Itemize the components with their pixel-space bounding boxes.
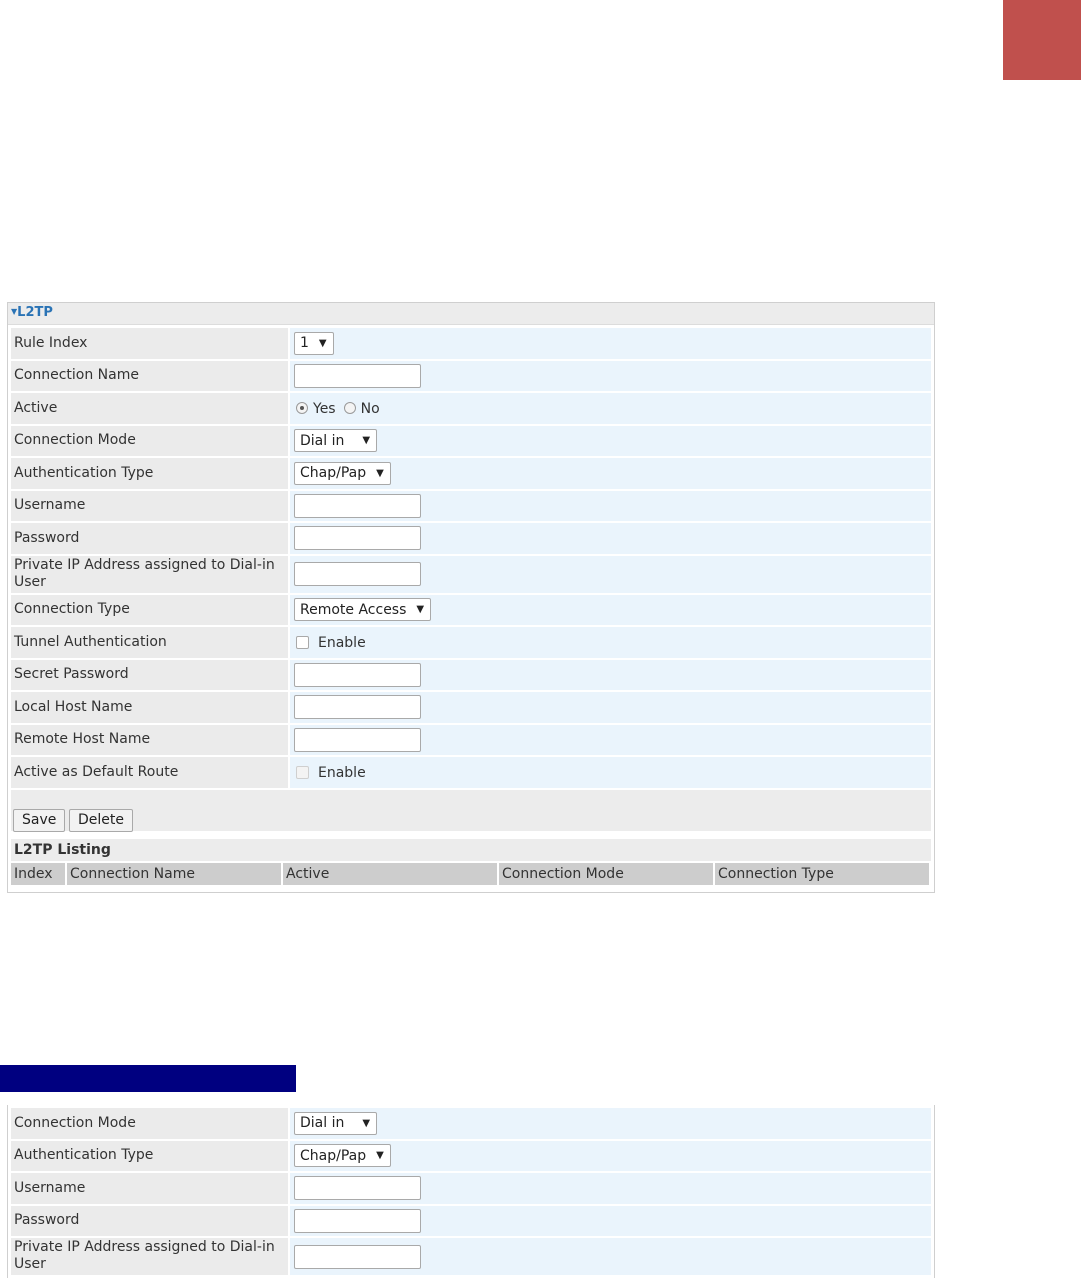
row-local-host-name [11, 692, 931, 723]
password-label: Password [11, 1206, 288, 1237]
connection-type-label: Connection Type [11, 595, 288, 626]
connection-type-value: Remote Access [300, 601, 407, 618]
panel-header[interactable] [8, 303, 934, 325]
panel-title: L2TP [17, 305, 53, 320]
row-username [11, 1173, 931, 1204]
active-yes-label: Yes [313, 401, 336, 418]
dropdown-arrow-icon: ▼ [362, 1117, 371, 1129]
row-username [11, 491, 931, 522]
username-label: Username [11, 491, 288, 522]
tunnel-authentication-option: Enable [318, 635, 366, 652]
dropdown-arrow-icon: ▼ [376, 1150, 384, 1162]
dropdown-arrow-icon: ▼ [416, 604, 425, 616]
authentication-type-select[interactable] [294, 462, 391, 485]
username-input[interactable] [294, 1176, 421, 1200]
authentication-type-label: Authentication Type [11, 458, 288, 489]
secret-password-input[interactable] [294, 663, 421, 687]
row-password [11, 523, 931, 554]
second-panel [7, 1105, 935, 1278]
rule-index-value: 1 [300, 335, 309, 352]
active-yes-radio[interactable] [296, 402, 308, 414]
row-active [11, 393, 931, 424]
row-connection-name [11, 361, 931, 392]
row-remote-host-name [11, 725, 931, 756]
listing-header-row [11, 863, 931, 885]
default-route-label: Active as Default Route [11, 757, 288, 788]
rule-index-select[interactable] [294, 332, 334, 355]
username-label: Username [11, 1173, 288, 1204]
listing-column-header: Connection Mode [499, 863, 713, 885]
remote-host-name-label: Remote Host Name [11, 725, 288, 756]
active-no-radio[interactable] [344, 402, 356, 414]
save-button[interactable]: Save [13, 809, 65, 832]
tunnel-authentication-checkbox[interactable] [296, 636, 309, 649]
corner-decoration [1003, 0, 1081, 80]
listing-column-header: Index [11, 863, 65, 885]
listing-title: L2TP Listing [11, 839, 931, 861]
active-no-label: No [360, 401, 380, 418]
authentication-type-value: Chap/Pap [300, 465, 367, 482]
authentication-type-value: Chap/Pap [300, 1147, 367, 1164]
row-private-ip [11, 1238, 931, 1275]
authentication-type-select[interactable] [294, 1144, 391, 1167]
row-connection-type [11, 595, 931, 626]
connection-name-input[interactable] [294, 364, 421, 388]
row-connection-mode [11, 426, 931, 457]
row-tunnel-authentication [11, 627, 931, 658]
row-connection-mode [11, 1108, 931, 1139]
active-label: Active [11, 393, 288, 424]
delete-button[interactable]: Delete [69, 809, 133, 832]
listing-column-header: Connection Name [67, 863, 281, 885]
password-input[interactable] [294, 526, 421, 550]
connection-mode-select[interactable] [294, 1112, 377, 1135]
connection-type-select[interactable] [294, 598, 431, 621]
row-authentication-type [11, 1141, 931, 1172]
button-bar [11, 790, 931, 831]
listing-column-header: Connection Type [715, 863, 929, 885]
local-host-name-label: Local Host Name [11, 692, 288, 723]
private-ip-input[interactable] [294, 1245, 421, 1269]
private-ip-input[interactable] [294, 562, 421, 586]
row-private-ip [11, 556, 931, 593]
remote-host-name-input[interactable] [294, 728, 421, 752]
connection-mode-label: Connection Mode [11, 426, 288, 457]
row-rule-index [11, 328, 931, 359]
connection-mode-label: Connection Mode [11, 1108, 288, 1139]
private-ip-label: Private IP Address assigned to Dial-in User [11, 556, 288, 593]
collapse-triangle-icon[interactable]: ▼ [11, 307, 18, 316]
connection-mode-value: Dial in [300, 432, 345, 449]
dropdown-arrow-icon: ▼ [376, 467, 384, 479]
row-password [11, 1206, 931, 1237]
default-route-option: Enable [318, 765, 366, 782]
tunnel-authentication-label: Tunnel Authentication [11, 627, 288, 658]
password-label: Password [11, 523, 288, 554]
row-authentication-type [11, 458, 931, 489]
username-input[interactable] [294, 494, 421, 518]
l2tp-panel [7, 302, 935, 893]
password-input[interactable] [294, 1209, 421, 1233]
connection-mode-select[interactable] [294, 429, 377, 452]
private-ip-label: Private IP Address assigned to Dial-in User [11, 1238, 288, 1275]
row-default-route [11, 757, 931, 788]
default-route-checkbox[interactable] [296, 766, 309, 779]
dropdown-arrow-icon: ▼ [318, 337, 327, 349]
secret-password-label: Secret Password [11, 660, 288, 691]
local-host-name-input[interactable] [294, 695, 421, 719]
listing-column-header: Active [283, 863, 497, 885]
section-highlight-bar [0, 1065, 296, 1092]
authentication-type-label: Authentication Type [11, 1141, 288, 1172]
connection-mode-value: Dial in [300, 1115, 345, 1132]
rule-index-label: Rule Index [11, 328, 288, 359]
dropdown-arrow-icon: ▼ [362, 435, 371, 447]
row-secret-password [11, 660, 931, 691]
connection-name-label: Connection Name [11, 361, 288, 392]
